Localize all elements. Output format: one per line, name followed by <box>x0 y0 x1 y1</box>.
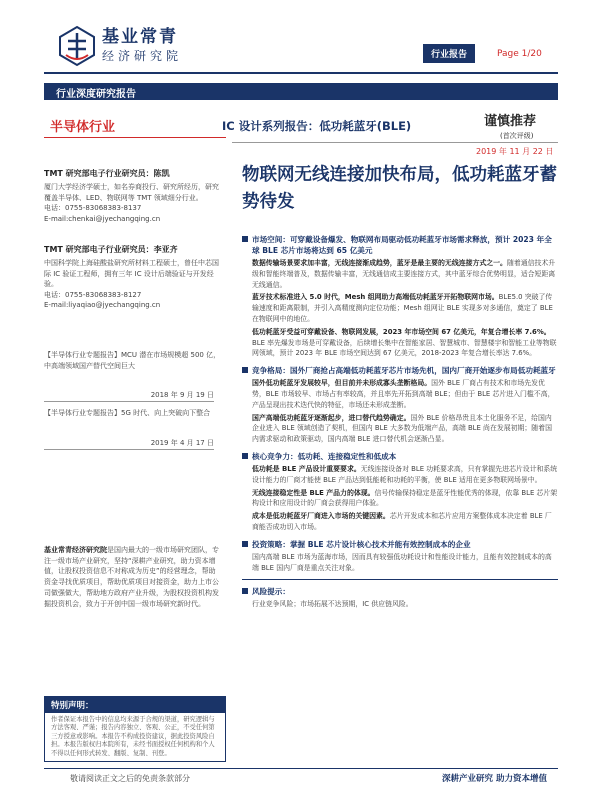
related-report-link[interactable]: 【半导体行业专题报告】MCU 潜在市场规模超 500 亿，中高端领域国产替代空间巨大 <box>44 351 221 370</box>
bullet-square-icon <box>242 453 248 459</box>
paragraph-text: BLE 率先爆发市场是可穿戴设备，后续增长集中在智能家居、智慧城市、智慧楼宇和智能工业等物联网领域，预计 2023 年 BLE 市场空间达到 67 亿美元，2018-2023 年复合增长率达 7.6%。 <box>252 338 557 358</box>
company-logo <box>58 20 208 72</box>
paragraph <box>242 511 558 533</box>
bullet-square-icon <box>242 236 248 242</box>
analyst-block <box>44 168 222 224</box>
report-type-badge: 行业报告 <box>423 44 475 63</box>
summary-column <box>242 234 558 616</box>
paragraph-text: 信号传输保持稳定是蓝牙性能优秀的体现，依靠 BLE 芯片架构设计和应用设计的厂商会获得用户体验。 <box>252 488 558 508</box>
company-name: 基业常青 <box>102 27 178 47</box>
page-number: Page 1/20 <box>497 48 542 59</box>
paragraph <box>242 413 558 445</box>
paragraph <box>242 327 558 359</box>
paragraph-text: 国外 BLE 价格昂贵且本土化服务不足，给国内企业进入 BLE 领域创造了契机，但国内 BLE 大多数为低端产品，高端 BLE 尚在发展初期；随着国内需求驱动和政策驱动，国内高端 BLE 进口替代机会逐渐凸显。 <box>252 413 552 444</box>
paragraph-text: 芯片开发成本和芯片应用方案整体成本决定着 BLE 厂商能否成功切入市场。 <box>252 512 552 531</box>
related-report-date: 2018 年 9 月 19 日 <box>44 390 214 402</box>
industry-label: 半导体行业 <box>44 116 226 138</box>
analyst-email: E-mail:liyaqiao@jyechangqing.cn <box>44 301 161 309</box>
paragraph-text: 行业竞争风险；市场拓展不达预期，IC 供应链风险。 <box>252 600 413 609</box>
related-report-date: 2019 年 4 月 17 日 <box>44 438 214 450</box>
paragraph <box>242 258 558 290</box>
paragraph <box>242 292 558 324</box>
section-core-competence <box>242 451 558 533</box>
paragraph-lead: 数据传输场景要求加丰富，无线连接渐成趋势，蓝牙是最主要的无线连接方式之一。 <box>252 259 507 267</box>
company-intro <box>44 545 222 609</box>
paragraph-text: BLE5.0 突破了传输速度和距离限制，并引入高精度测向定位功能；Mesh 组网让 BLE 实现多对多通信，奠定了 BLE 在物联网中的地位。 <box>252 293 553 323</box>
section-heading <box>242 586 558 597</box>
paragraph-text: 无线连接设备对 BLE 功耗要求高，只有掌握先进芯片设计和系统设计能力的厂商才能使 BLE 产品达到低能耗和功耗的平衡，使 BLE 适用在更多物联网场景中。 <box>252 464 558 484</box>
analyst-title: TMT 研究部电子行业研究员：陈凯 <box>44 169 170 178</box>
company-intro-name: 基业常青经济研究院 <box>44 546 107 554</box>
section-label: 竞争格局： <box>252 366 290 376</box>
bullet-square-icon <box>242 588 248 594</box>
bullet-square-icon <box>242 367 248 373</box>
analyst-bio: 中国科学院上海硅酸盐研究所材料工程硕士，曾任中芯国际 IC 验证工程师，拥有三年 IC 设计后端验证与开发经验。 <box>44 259 219 288</box>
disclaimer-box <box>44 696 226 762</box>
related-report-link[interactable]: 【半导体行业专题报告】5G 时代、向上突破向下整合 <box>44 409 211 417</box>
section-competition <box>242 365 558 445</box>
analyst-panel <box>44 168 222 331</box>
report-title: 物联网无线连接加快布局，低功耗蓝牙蓄势待发 <box>242 165 557 212</box>
date-divider <box>232 142 558 143</box>
footer-disclaimer: 敬请阅读正文之后的免责条款部分 <box>70 774 190 783</box>
report-date: 2019 年 11 月 22 日 <box>476 147 554 156</box>
report-category-band: 行业深度研究报告 <box>44 83 558 100</box>
analyst-bio: 厦门大学经济学硕士，如名券商投行、研究所经历，研究覆盖半导体、LED、物联网等 TMT 领域细分行业。 <box>44 183 219 202</box>
footer-divider <box>44 768 558 769</box>
section-heading <box>242 451 558 462</box>
analyst-title: TMT 研究部电子行业研究员：李亚齐 <box>44 245 178 254</box>
section-label: 核心竞争力： <box>252 451 298 461</box>
header-divider <box>44 72 558 74</box>
section-heading-text: 可穿戴设备爆发、物联网布局驱动低功耗蓝牙市场需求释放，预计 2023 年全球 BLE 芯片市场将达到 65 亿美元 <box>252 235 552 255</box>
paragraph <box>242 488 558 510</box>
paragraph-text: 国外 BLE 厂商占有技术和市场先发优势，BLE 市场较早、市场占有率较高，并且率先开拓到高端 BLE；但由于 BLE 芯片进入门槛不高，产品呈现出技术迭代快的特征，市场还未形成垄断。 <box>252 379 555 409</box>
paragraph-lead: 国外低功耗蓝牙发展较早，但目前并未形成寡头垄断格局。 <box>252 379 432 388</box>
paragraph <box>242 378 558 410</box>
rating-note: (首次评级) <box>500 132 534 140</box>
paragraph-text: 随着通信技术升级和智能终端普及，数据传输丰富，无线通信成主要连接方式，其中蓝牙综合优势明显，适合短距离无线通信。 <box>252 259 556 289</box>
paragraph-text: 国内高端 BLE 市场为蓝海市场，因而具有较强低功耗设计和性能设计能力，且能有效控制成本的高端 BLE 国内厂商是重点关注对象。 <box>252 552 552 572</box>
section-heading-text: 低功耗、连接稳定性和低成本 <box>297 451 397 461</box>
paragraph <box>242 599 558 610</box>
section-label: 市场空间： <box>252 235 290 244</box>
paragraph-lead: 成本是低功耗蓝牙厂商进入市场的关键因素。 <box>252 512 390 521</box>
paragraph-lead: 国产高端低功耗蓝牙逐渐起步，进口替代趋势确定。 <box>252 413 411 422</box>
section-heading <box>242 234 558 256</box>
analyst-phone: 电话：0755-83068383-8137 <box>44 204 142 212</box>
analyst-phone: 电话：0755-83068383-8127 <box>44 290 142 299</box>
bullet-square-icon <box>242 541 248 547</box>
paragraph-lead: 低功耗是 BLE 产品设计重要要求。 <box>252 464 361 473</box>
section-heading <box>242 539 558 550</box>
company-intro-text: 是国内最大的一级市场研究团队，专注一级市场产业研究，坚持“深耕产业研究，助力资本增值，让股权投资信息不对称成为历史”的经营理念，帮助资金寻找优质项目，帮助优质项目对接资金，助力上市公司做强做大，帮助地方政府产业升级，为股权投资机构发掘投资机会，致力于开创中国一级市场研究新时代。 <box>44 546 219 608</box>
disclaimer-title: 特别声明： <box>45 697 225 713</box>
analyst-block <box>44 244 222 311</box>
rating: 谨慎推荐 <box>484 114 537 129</box>
paragraph-lead: 蓝牙技术标准进入 5.0 时代，Mesh 组网助力高端低功耗蓝牙开拓物联网市场。 <box>252 293 499 302</box>
footer-slogan: 深耕产业研究 助力资本增值 <box>442 774 547 784</box>
paragraph <box>242 464 558 486</box>
header-meta <box>423 44 542 63</box>
series-title: IC 设计系列报告：低功耗蓝牙(BLE) <box>222 119 412 133</box>
section-heading-text: 国外厂商抢占高端低功耗蓝牙芯片市场先机，国内厂商开始逐步布局低功耗蓝牙 <box>289 366 556 376</box>
section-heading-text: 掌握 BLE 芯片设计核心技术并能有效控制成本的企业 <box>289 539 471 549</box>
analyst-email: E-mail:chenkai@jyechangqing.cn <box>44 214 161 223</box>
company-subname: 经济研究院 <box>102 49 183 63</box>
section-investment-strategy <box>242 539 558 574</box>
disclaimer-text: 作者保证本报告中的信息均来源于合规的渠道，研究逻辑与方法客观、严谨；报告内容独立、客观、公正，不受任何第三方授意或影响。本报告不构成投资建议，据此投资风险自担。本报告版权归本院所有，未经书面授权任何机构和个人不得以任何形式转发、翻版、复制、刊登。 <box>51 716 215 757</box>
paragraph-lead: 低功耗蓝牙受益可穿戴设备、物联网发展，2023 年市场空间 67 亿美元，年复合增长率 7.6%。 <box>252 327 551 336</box>
paragraph <box>242 552 558 574</box>
section-label: 投资策略： <box>252 539 290 549</box>
logo-emblem-icon <box>58 25 96 67</box>
section-market <box>242 234 558 359</box>
section-heading <box>242 365 558 376</box>
section-risk <box>242 579 558 610</box>
section-label: 风险提示： <box>252 587 290 597</box>
paragraph-lead: 无线连接稳定性是 BLE 产品力的体现。 <box>252 488 375 497</box>
